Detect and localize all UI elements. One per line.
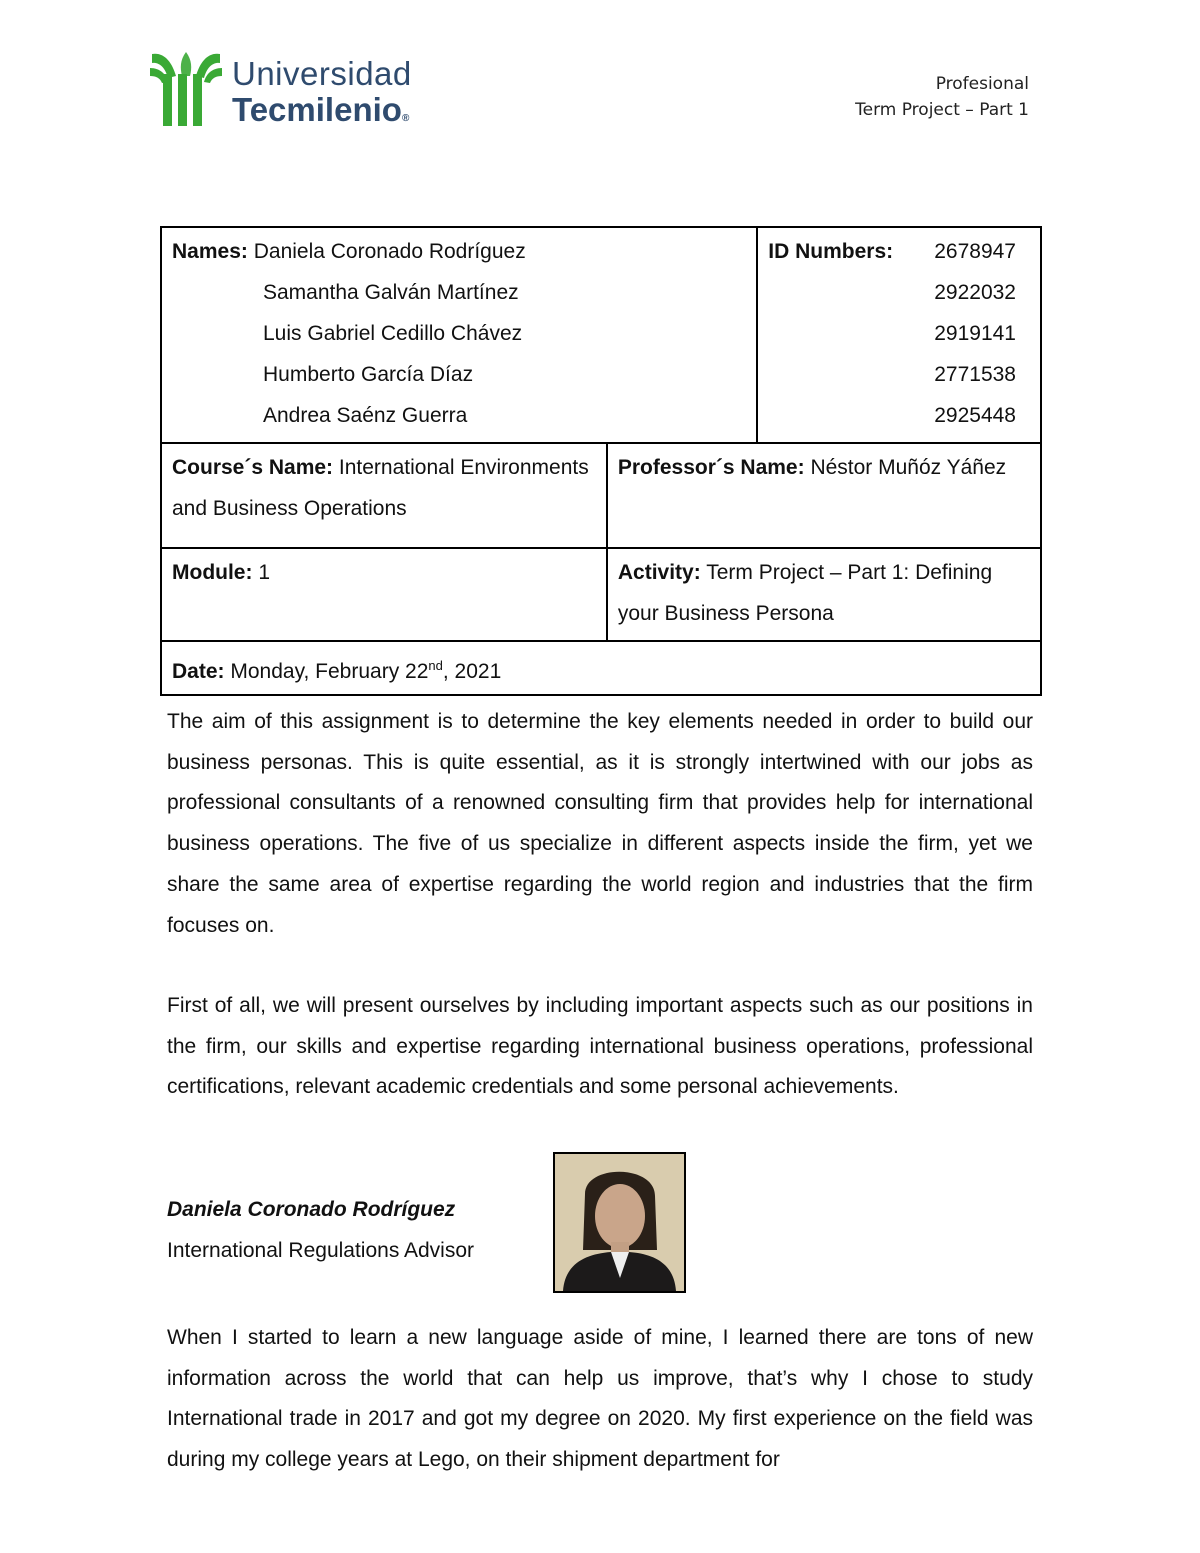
tecmilenio-logo-icon: [150, 50, 222, 126]
university-logo: [150, 50, 440, 130]
logo-text-tecmilenio: Tecmilenio®: [232, 91, 410, 128]
id-5: 2925448: [934, 404, 1016, 427]
ids-cell: [757, 227, 1041, 443]
person-name: Daniela Coronado Rodríguez: [167, 1198, 456, 1221]
course-label: Course´s Name:: [172, 456, 334, 479]
name-1: Daniela Coronado Rodríguez: [253, 240, 526, 263]
module-label: Module:: [172, 561, 253, 584]
activity-label: Activity:: [617, 561, 701, 584]
id-3: 2919141: [934, 322, 1016, 345]
professor-cell: [607, 443, 1041, 548]
name-2: Samantha Galván Martínez: [263, 281, 519, 304]
course-value: International Environments and Business Operations: [172, 456, 589, 520]
id-1: 2678947: [934, 240, 1016, 263]
logo-text-universidad: Universidad: [232, 55, 412, 92]
date-value: Monday, February 22nd, 2021: [230, 658, 502, 683]
names-cell: [161, 227, 757, 443]
header-program: Profesional: [935, 74, 1029, 94]
names-label: Names:: [172, 240, 248, 263]
header-course-info: [855, 71, 1029, 123]
name-5: Andrea Saénz Guerra: [263, 404, 468, 427]
course-cell: [161, 443, 607, 548]
profile-photo: [553, 1152, 686, 1293]
person-role: International Regulations Advisor: [167, 1239, 475, 1262]
paragraph-intro: The aim of this assignment is to determine the key elements needed in order to build our business personas. This is quite essential, as it is strongly intertwined with our jobs as professional consultants of a renowned consulting firm that provides help for international business operations. The five of us specialize in different aspects inside the firm, yet we share the same area of expertise regarding the world region and industries that the firm focuses on.: [167, 710, 1033, 937]
paragraph-biography: When I started to learn a new language aside of mine, I learned there are tons of new information across the world that can help us improve, that’s why I chose to study International trade in 2017 and got my degree on 2020. My first experience on the field was during my college years at Lego, on their shipment department for: [167, 1326, 1033, 1472]
professor-value: Néstor Muñóz Yáñez: [810, 456, 1007, 479]
module-value: 1: [258, 561, 271, 584]
id-4: 2771538: [934, 363, 1016, 386]
name-4: Humberto García Díaz: [263, 363, 474, 386]
person-portrait-icon: [555, 1154, 684, 1291]
header-project: Term Project – Part 1: [855, 100, 1029, 120]
activity-value: Term Project – Part 1: Defining your Business Persona: [617, 561, 993, 625]
name-3: Luis Gabriel Cedillo Chávez: [263, 322, 523, 345]
paragraph-presentation: First of all, we will present ourselves by including important aspects such as our positions in the firm, our skills and expertise regarding international business operations, professional certifications, relevant academic credentials and some personal achievements.: [167, 994, 1033, 1099]
info-table: [160, 226, 1042, 696]
ids-label: ID Numbers:: [768, 240, 894, 263]
module-cell: [161, 548, 607, 641]
date-label: Date:: [172, 660, 225, 683]
id-2: 2922032: [934, 281, 1016, 304]
professor-label: Professor´s Name:: [617, 456, 805, 479]
activity-cell: [607, 548, 1041, 641]
date-cell: [161, 641, 1041, 695]
